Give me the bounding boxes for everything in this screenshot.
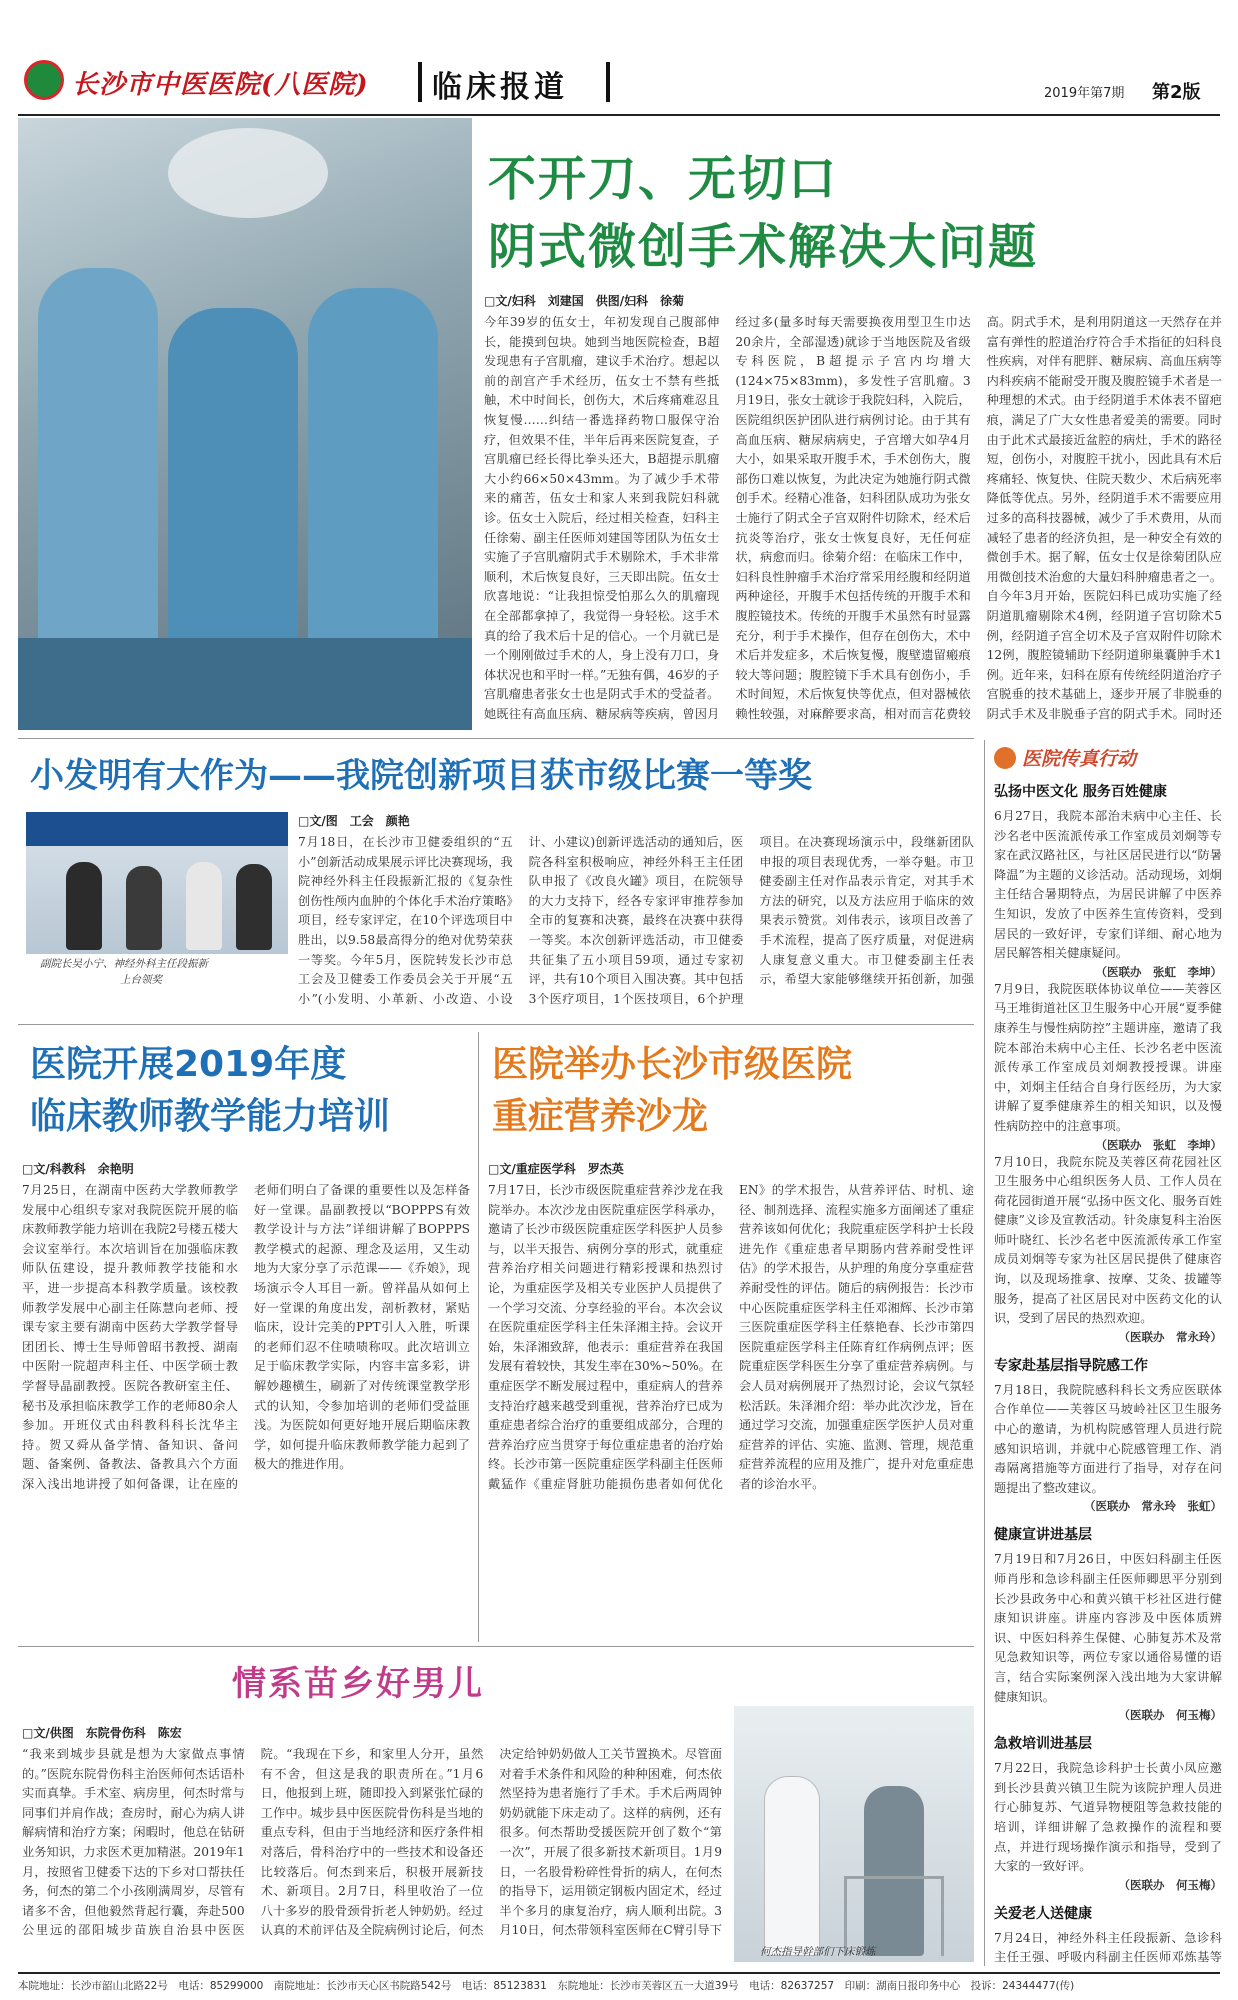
stage-banner (26, 812, 288, 846)
article2-byline: □文/图 工会 颜艳 (298, 814, 410, 828)
article4-title-line1: 医院举办长沙市级医院 (492, 1044, 853, 1085)
article3-title-line1: 医院开展2019年度 (30, 1044, 347, 1085)
article4-title-line2: 重症营养沙龙 (492, 1096, 709, 1137)
sidebar-item-title: 弘扬中医文化 服务百姓健康 (994, 784, 1167, 800)
award-person (66, 862, 102, 950)
doctor-figure (764, 1776, 820, 1956)
sidebar-item-source: （医联办 何玉梅） (1118, 1708, 1222, 1723)
sidebar-item-title: 健康宣讲进基层 (994, 1527, 1092, 1544)
footer-text: 本院地址：长沙市韶山北路22号 电话：85299000 南院地址：长沙市天心区书院路542号 电话：85123831 东院地址：长沙市芙蓉区五一大道39号 电话：82637257 印刷：湖南日报印务中心 投诉：24344477(传) (18, 1980, 1075, 1992)
article4-body-wrap (488, 1160, 974, 1638)
article5-body-wrap (22, 1724, 722, 1964)
ward-photo (734, 1706, 974, 1962)
issue-number: 2019年第7期 (1044, 86, 1125, 101)
sidebar-item (994, 781, 1222, 980)
sidebar-item-source: （医联办 常永玲） (1118, 1329, 1222, 1344)
sidebar-item-body: 6月27日，我院本部治未病中心主任、长沙名老中医流派传承工作室成员刘炯等专家在武汉路社区，与社区居民进行以“防暑降温”为主题的义诊活动。活动现场，刘炯主任结合暑期特点，为居民讲解了中医养生知识，发放了中医养生宣传资料，受到居民的一致好评，专家们详细、耐心地为居民解答相关健康疑问。 (994, 809, 1222, 961)
sidebar-item-title: 专家赴基层指导院感工作 (994, 1357, 1148, 1374)
sidebar-item (994, 1355, 1222, 1515)
surgeon-figure (38, 268, 158, 648)
article3-body: 7月25日，在湖南中医药大学教师教学发展中心组织专家对我院医院开展的临床教师教学能力培训在我院2号楼五楼大会议室举行。本次培训旨在加强临床教师队伍建设，提升教师教学技能和水平，进一步提高本科教学质量。该校教师教学发展中心副主任陈慧向老师、授课专家主要有湖南中医药大学教学督导团团长、博士生导师曾昭书教授、湖南中医附一院超声科主任、中医学硕士教学督导晶副教授。医院各教研室主任、秘书及承担临床教学工作的老师80余人参加。开班仪式由科教科科长沈华主持。贺又舜从备学情、备知识、备问题、备案例、备教法、备教具六个方面深入浅出地讲授了如何备课，让在座的老师们明白了备课的重要性以及怎样备好一堂课。晶副教授以“BOPPPS有效教学设计与方法”详细讲解了BOPPPS教学模式的起源、理念及运用，又生动地为大家分享了示范课——《乔娘》，现场演示令人耳目一新。曾祥晶从如何上好一堂课的角度出发，剖析教材，紧贴临床，设计完美的PPT引人入胜，听课的老师们忍不住啧啧称叹。此次培训立足于临床教学实际，内容丰富多彩，讲解妙趣横生，刷新了对传统课堂教学形式的认知，令参加培训的老师们受益匪浅。为医院如何更好地开展后期临床教学，如何提升临床教师教学能力起到了极大的推进作用。 (22, 1183, 470, 1491)
article3-byline: □文/科教科 余艳明 (22, 1162, 134, 1176)
article1-title-line2: 阴式微创手术解决大问题 (488, 219, 1039, 275)
article4-bottom-rule (18, 1646, 974, 1647)
sidebar-item (994, 980, 1222, 1153)
sidebar-item-source: （医联办 常永玲 张虹） (1084, 1499, 1222, 1514)
award-person (236, 864, 272, 950)
article1-body-wrap (484, 292, 1222, 732)
ward-photo-caption: 何杰指导幹部们下床锻炼 (760, 1946, 876, 1958)
sidebar-item (994, 1153, 1222, 1345)
award-person (126, 866, 162, 950)
award-photo-caption2: 上台领奖 (120, 974, 162, 986)
masthead (18, 40, 1218, 112)
article5-byline: □文/供图 东院骨伤科 陈宏 (22, 1726, 182, 1740)
hospital-name-logo: 长沙市中医医院(八医院) (72, 70, 369, 100)
article2-body-wrap (298, 812, 974, 1020)
sidebar-item (994, 1903, 1222, 1966)
award-person (186, 862, 222, 950)
article1-byline: □文/妇科 刘建国 供图/妇科 徐菊 (484, 294, 685, 308)
section-divider-right (606, 62, 610, 102)
article5-body: “我来到城步县就是想为大家做点事情的。”医院东院骨伤科主治医师何杰话语朴实而真挚。手术室、病房里，何杰时常与同事们并肩作战；查房时，耐心为病人讲解病情和治疗方案；闲暇时，他总在钻研业务知识，力求医术更加精湛。2019年1月，按照省卫健委下达的下乡对口帮扶任务，何杰的第二个小孩刚满周岁，尽管有诸多不舍，但他毅然背起行囊，奔赴500公里远的邵阳城步苗族自治县中医医院。“我现在下乡，和家里人分开，虽然有不舍，但这是我的职责所在。”1月6日，他报到上班，随即投入到紧张忙碌的工作中。城步县中医医院骨伤科是当地的重点专科，但由于当地经济和医疗条件相对落后，骨科治疗中的一些技术和设备还比较落后。何杰到来后，积极开展新技术、新项目。2月7日，科里收治了一位八十多岁的股骨颈骨折老人钟奶奶。经过认真的术前评估及全院病例讨论后，何杰决定给钟奶奶做人工关节置换术。尽管面对着手术条件和风险的种种困难，何杰依然坚持为患者施行了手术。手术后两周钟奶奶就能下床走动了。这样的病例，还有很多。何杰帮助受援医院开创了数个“第一次”，开展了很多新技术新项目。1月9日，一名股骨粉碎性骨折的病人，在何杰的指导下，运用锁定钢板内固定术，经过半个多月的康复治疗，病人顺利出院。3月10日，何杰带领科室医师在C臂引导下 (22, 1747, 722, 1938)
article4-body: 7月17日，长沙市级医院重症营养沙龙在我院举办。本次沙龙由医院重症医学科承办，邀请了长沙市级医院重症医学科医护人员参与，以半天报告、病例分享的形式，就重症营养治疗相关问题进行精彩授课和热烈讨论，为重症医学及相关专业医护人员提供了一个学习交流、分享经验的平台。本次会议在医院重症医学科主任朱泽湘主持。会议开始，朱泽湘致辞，他表示：重症营养在我国发展有着较快，其发生率在30%~50%。在重症医学不断发展过程中，重症病人的营养支持治疗越来越受到重视，营养治疗已成为重症患者综合治疗的重要组成部分，合理的营养治疗应当贯穿于每位重症患者的治疗始终。长沙市第一医院重症医学科副主任医师戴猛作《重症肾脏功能损伤患者如何优化EN》的学术报告，从营养评估、时机、途径、制剂选择、流程实施多方面阐述了重症营养该如何优化；我院重症医学科护士长段进先作《重症患者早期肠内营养耐受性评估》的学术报告，从护理的角度分享重症营养耐受性的评估。随后的病例报告：长沙市中心医院重症医学科主任邓湘辉、长沙市第三医院重症医学科主任蔡艳春、长沙市第四医院重症医学科主任陈育红作病例点评；医院重症医学科医生分享了重症营养病例。与会人员对病例展开了热烈讨论，会议气氛轻松活跃。朱泽湘介绍：举办此次沙龙，旨在通过学习交流，加强重症医学医护人员对重症营养的评估、实施、监测、管理，规范重症营养流程的应用及推广，提升对危重症患者的诊治水平。 (488, 1183, 974, 1491)
sidebar-item (994, 1524, 1222, 1723)
page-number: 第2版 (1152, 82, 1201, 103)
sidebar-item-body: 7月10日，我院东院及芙蓉区荷花园社区卫生服务中心组织医务人员、工作人员在荷花园街道开展“弘扬中医文化、服务百姓健康”义诊及宣教活动。针灸康复科主治医师叶晓红、长沙名老中医流派传承工作室成员刘炯等专家为社区居民提供了健康咨询，以及现场推拿、按摩、艾灸、拔罐等服务，提高了社区居民对中医药文化的认识，受到了居民的热烈欢迎。 (994, 1154, 1222, 1326)
article3-title-line2: 临床教师教学能力培训 (30, 1096, 391, 1137)
award-photo (26, 812, 288, 954)
masthead-rule (18, 114, 1220, 116)
hospital-mini-logo-icon (994, 747, 1016, 769)
sidebar-item-title: 关爱老人送健康 (994, 1905, 1092, 1922)
hospital-logo-icon (24, 60, 64, 100)
sidebar-item-body: 7月9日，我院医联体协议单位——芙蓉区马王堆街道社区卫生服务中心开展“夏季健康养生与慢性病防控”主题讲座，邀请了我院本部治未病中心主任、长沙名老中医流派传承工作室成员刘炯教授授课。讲座中，刘炯主任结合自身行医经历，为大家讲解了夏季健康养生的相关知识，以及慢性病防控中的注意事项。 (994, 981, 1222, 1133)
sidebar-item-body: 7月18日，我院院感科科长文秀应医联体合作单位——芙蓉区马坡岭社区卫生服务中心的邀请，为机构院感管理人员进行院感知识培训，并就中心院感管理工作、消毒隔离措施等方面进行了指导，对存在问题提出了整改建议。 (994, 1382, 1222, 1495)
sidebar-item-body: 7月19日和7月26日，中医妇科副主任医师肖彤和急诊科副主任医师卿思平分别到长沙县政务中心和黄兴镇干杉社区进行健康知识讲座。讲座内容涉及中医体质辨识、中医妇科养生保健、心肺复苏术及常见急救知识等，两位专家以通俗易懂的语言，结合实际案例深入浅出地为大家讲解健康知识。 (994, 1552, 1222, 1704)
sidebar-divider (984, 740, 985, 1966)
sidebar-header-text: 医院传真行动 (1022, 748, 1137, 770)
surgical-light (168, 128, 328, 218)
surgeon-figure (308, 288, 438, 668)
sidebar-item-body: 7月24日，神经外科主任段振新、急诊科主任王强、呼吸内科副主任医师邓炼基等 (994, 1930, 1222, 1965)
sidebar-item-source: （医联办 张虹 李坤） (1095, 1137, 1222, 1152)
sidebar-item-body: 7月22日，我院急诊科护士长黄小凤应邀到长沙县黄兴镇卫生院为该院护理人员进行心肺复苏、气道异物梗阻等急救技能的培训，详细讲解了急救操作的流程和要点，并进行现场操作演示和指导，受到了大家的一致好评。 (994, 1761, 1222, 1874)
article3-body-wrap (22, 1160, 470, 1638)
article1-title-line1: 不开刀、无切口 (488, 151, 839, 207)
sidebar (994, 744, 1222, 1966)
section-divider (418, 62, 422, 102)
article2-title: 小发明有大作为——我院创新项目获市级比赛一等奖 (30, 756, 812, 796)
article4-byline: □文/重症医学科 罗杰英 (488, 1162, 624, 1176)
sidebar-item-source: （医联办 张虹 李坤） (1095, 964, 1222, 979)
award-photo-caption1: 副院长吴小宁、神经外科主任段振新 (40, 958, 208, 970)
article5-title: 情系苗乡好男儿 (232, 1664, 484, 1704)
sidebar-item-source: （医联办 何玉梅） (1118, 1877, 1222, 1892)
sidebar-header (994, 744, 1222, 771)
column-divider (478, 1032, 479, 1642)
article2-bottom-rule (18, 1024, 974, 1025)
surgical-drape (18, 638, 472, 730)
sidebar-item (994, 1733, 1222, 1893)
sidebar-item-title: 急救培训进基层 (994, 1736, 1092, 1753)
footer-bar (18, 1972, 1220, 1994)
article1-bottom-rule (18, 738, 974, 739)
article1-body: 今年39岁的伍女士，年初发现自己腹部伸长，能摸到包块。她到当地医院检查，B超发现患有子宫肌瘤，建议手术治疗。想起以前的剖宫产手术经历，伍女士不禁有些抵触，术中时间长，创伤大，术后疼痛难忍且恢复慢……纠结一番选择药物口服保守治疗，但效果不佳，半年后再来医院复查，子宫肌瘤已经长得比拳头还大，B超提示肌瘤大小约66×50×43mm。为了减少手术带来的痛苦，伍女士和家人来到我院妇科就诊。伍女士入院后，经过相关检查，妇科主任徐菊、副主任医师刘建国等团队为伍女士实施了子宫肌瘤阴式手术剔除术，手术非常顺利，术后恢复良好，三天即出院。伍女士欣喜地说：“让我担惊受怕那么久的肌瘤现在全部都拿掉了，我觉得一身轻松。这手术真的给了我术后十足的信心。一个月就已是一个刚刚做过手术的人，身上没有刀口，身体状况也和平时一样。”无独有偶，46岁的子宫肌瘤患者张女士也是阴式手术的受益者。她既往有高血压病、糖尿病等疾病，曾因月经过多(量多时每天需要换夜用型卫生巾达20余片，全部湿透)就诊于当地医院及省级专科医院，B超提示子宫内均增大(124×75×83mm)，多发性子宫肌瘤。3月19日，张女士就诊于我院妇科，入院后，医院组织医护团队进行病例讨论。由于其有高血压病、糖尿病病史，子宫增大如孕4月大小，如果采取开腹手术，手术创伤大，腹部伤口难以恢复，为此决定为她施行阴式微创手术。经精心准备，妇科团队成功为张女士施行了阴式全子宫双附件切除术，经术后抗炎等治疗，张女士恢复良好，无任何症状，病愈而归。徐菊介绍：在临床工作中，妇科良性肿瘤手术治疗常采用经腹和经阴道两种途径，开腹手术包括传统的开腹手术和腹腔镜技术。传统的开腹手术虽然有时显露充分，利于手术操作，但存在创伤大，术中术后并发症多，术后恢复慢，腹壁遗留瘢痕较大等问题；腹腔镜下手术具有创伤小，手术时间短，术后恢复快等优点，但对器械依赖性较强，对麻醉要求高，相对而言花费较高。阴式手术，是利用阴道这一天然存在并富有弹性的腔道治疗符合手术指征的妇科良性疾病，对伴有肥胖、糖尿病、高血压病等内科疾病不能耐受开腹及腹腔镜手术者是一种理想的术式。由于经阴道手术体表不留疤痕，满足了广大女性患者爱美的需要。同时由于此术式最接近盆腔的病灶，手术的路径短，创伤小，对腹腔干扰小，因此具有术后疼痛轻、恢复快、住院天数少、术后病死率降低等优点。另外，经阴道手术不需要应用过多的高科技器械，减少了手术费用，从而减轻了患者的经济负担，是一种安全有效的微创手术。据了解，伍女士仅是徐菊团队应用微创技术治愈的大量妇科肿瘤患者之一。自今年3月开始，医院妇科已成功实施了经阴道肌瘤剔除术4例，经阴道子宫切除术5例，经阴道子宫全切术及子宫双附件切除术12例，腹腔镜辅助下经阴道卵巢囊肿手术1例。近年来，妇科在原有传统经阴道治疗子宫脱垂的技术基础上，逐步开展了非脱垂的阴式手术及非脱垂子宫的阴式手术。同时还 (484, 315, 1222, 721)
surgery-photo (18, 118, 472, 730)
article2-body: 7月18日，在长沙市卫健委组织的“五小”创新活动成果展示评比决赛现场，我院神经外科主任段振新汇报的《复杂性创伤性颅内血肿的个体化手术治疗策略》项目，经专家评定，在10个评选项目中胜出，以9.58最高得分的绝对优势荣获一等奖。今年5月，医院转发长沙市总工会及卫健委工作委员会关于开展“五小”(小发明、小革新、小改造、小设计、小建议)创新评选活动的通知后，医院各科室积极响应，神经外科王主任团队申报了《改良火罐》项目，在院领导的大力支持下，经各专家评审推荐参加全市的复赛和决赛，最终在决赛中获得一等奖。本次创新评选活动，市卫健委共征集了五小项目59项，通过专家初评，共有10个项目入围决赛。其中包括3个医疗项目，1个医技项目，6个护理项目。在决赛现场演示中，段继新团队申报的项目表现优秀，一举夺魁。市卫健委副主任对作品表示肯定，对其手术方法的研究，以及方法应用于临床的效果表示赞赏。刘伟表示，该项目改善了手术流程，提高了医疗质量，对促进病人康复意义重大。市卫健委副主任表示，希望大家能够继续开拓创新，加强 (298, 835, 974, 1006)
surgeon-figure (168, 308, 298, 668)
section-title: 临床报道 (432, 70, 568, 105)
